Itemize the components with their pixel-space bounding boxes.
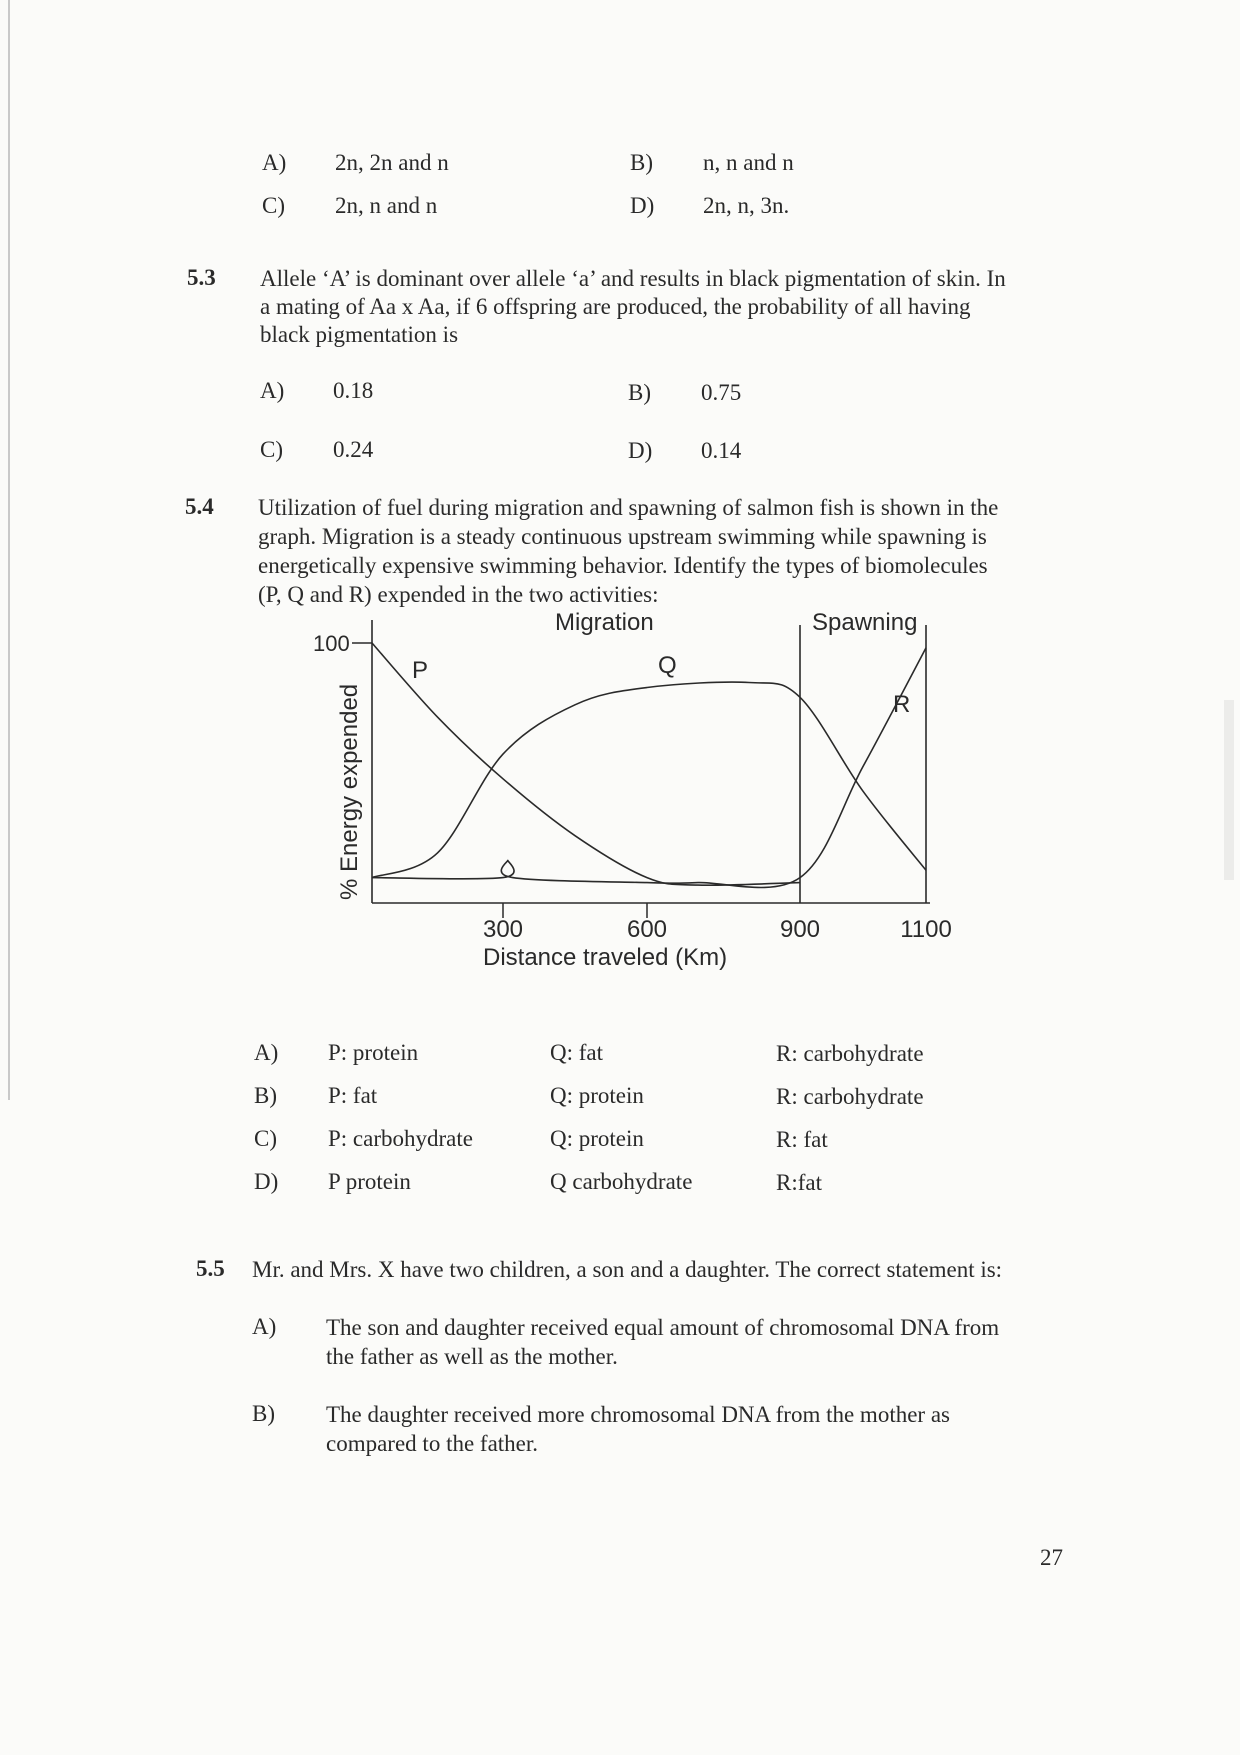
x-tick-label-1100: 1100 (900, 916, 952, 943)
option-r: R: carbohydrate (776, 1084, 924, 1109)
question-line: a mating of Aa x Aa, if 6 offspring are produced, the probability of all having (260, 294, 971, 319)
option-label: C) (260, 437, 283, 462)
option-text: n, n and n (703, 150, 794, 175)
series-label-p: P (412, 657, 429, 684)
x-axis-label: Distance traveled (Km) (483, 944, 728, 971)
option-text: 0.14 (701, 438, 742, 463)
option-r: R: carbohydrate (776, 1041, 924, 1066)
option-label: B) (628, 380, 651, 405)
option-r: R: fat (776, 1127, 828, 1152)
option-label: D) (628, 438, 653, 463)
series-label-q: Q (658, 652, 677, 679)
question-line: graph. Migration is a steady continuous upstream swimming while spawning is (258, 524, 987, 549)
option-label: C) (262, 193, 285, 218)
question-number: 5.3 (187, 265, 216, 290)
x-tick-label-300: 300 (482, 916, 524, 943)
option-q: Q: protein (550, 1126, 644, 1151)
option-r: R:fat (776, 1170, 822, 1195)
option-q: Q carbohydrate (550, 1169, 693, 1194)
series-line-q (372, 682, 926, 878)
question-text: Mr. and Mrs. X have two children, a son and a daughter. The correct statement is: (252, 1257, 1003, 1282)
option-line: the father as well as the mother. (326, 1344, 618, 1369)
series-label-r: R (893, 691, 911, 718)
series-line-r (372, 648, 926, 888)
page-number: 27 (1040, 1545, 1063, 1570)
option-q: Q: fat (550, 1040, 604, 1065)
option-text: 0.18 (333, 378, 374, 403)
region-label-migration: Migration (555, 609, 654, 636)
question-line: black pigmentation is (260, 322, 459, 347)
fuel-utilization-chart (0, 590, 1240, 990)
option-label: C) (254, 1126, 277, 1151)
option-label: A) (262, 150, 287, 175)
question-number: 5.4 (185, 494, 214, 519)
option-q: Q: protein (550, 1083, 644, 1108)
option-text: 2n, 2n and n (335, 150, 449, 175)
option-label: D) (630, 193, 655, 218)
question-line: (P, Q and R) expended in the two activities: (258, 582, 659, 607)
series-line-p (372, 643, 800, 885)
question-line: energetically expensive swimming behavior. Identify the types of biomolecules (258, 553, 988, 578)
y-axis-label: % Energy expended (336, 683, 363, 900)
option-label: A) (252, 1314, 277, 1339)
option-label: A) (260, 378, 285, 403)
question-number: 5.5 (196, 1256, 225, 1281)
question-line: Utilization of fuel during migration and spawning of salmon fish is shown in the (258, 495, 999, 520)
question-line: Allele ‘A’ is dominant over allele ‘a’ and results in black pigmentation of skin. In (260, 266, 1006, 291)
option-label: B) (252, 1401, 275, 1426)
option-text: 0.75 (701, 380, 742, 405)
region-label-spawning: Spawning (812, 609, 918, 636)
y-tick-label-100: 100 (313, 631, 350, 656)
x-tick-label-900: 900 (779, 916, 821, 943)
x-tick-label-600: 600 (626, 916, 668, 943)
option-p: P: protein (328, 1040, 419, 1065)
option-label: A) (254, 1040, 279, 1065)
option-label: B) (254, 1083, 277, 1108)
option-p: P protein (328, 1169, 411, 1194)
option-p: P: carbohydrate (328, 1126, 473, 1151)
option-text: 2n, n and n (335, 193, 438, 218)
option-text: 0.24 (333, 437, 374, 462)
option-p: P: fat (328, 1083, 378, 1108)
option-text: 2n, n, 3n. (703, 193, 790, 218)
option-line: The daughter received more chromosomal DNA from the mother as (326, 1402, 950, 1427)
option-line: compared to the father. (326, 1431, 539, 1456)
option-line: The son and daughter received equal amount of chromosomal DNA from (326, 1315, 1000, 1340)
option-label: D) (254, 1169, 279, 1194)
option-label: B) (630, 150, 653, 175)
